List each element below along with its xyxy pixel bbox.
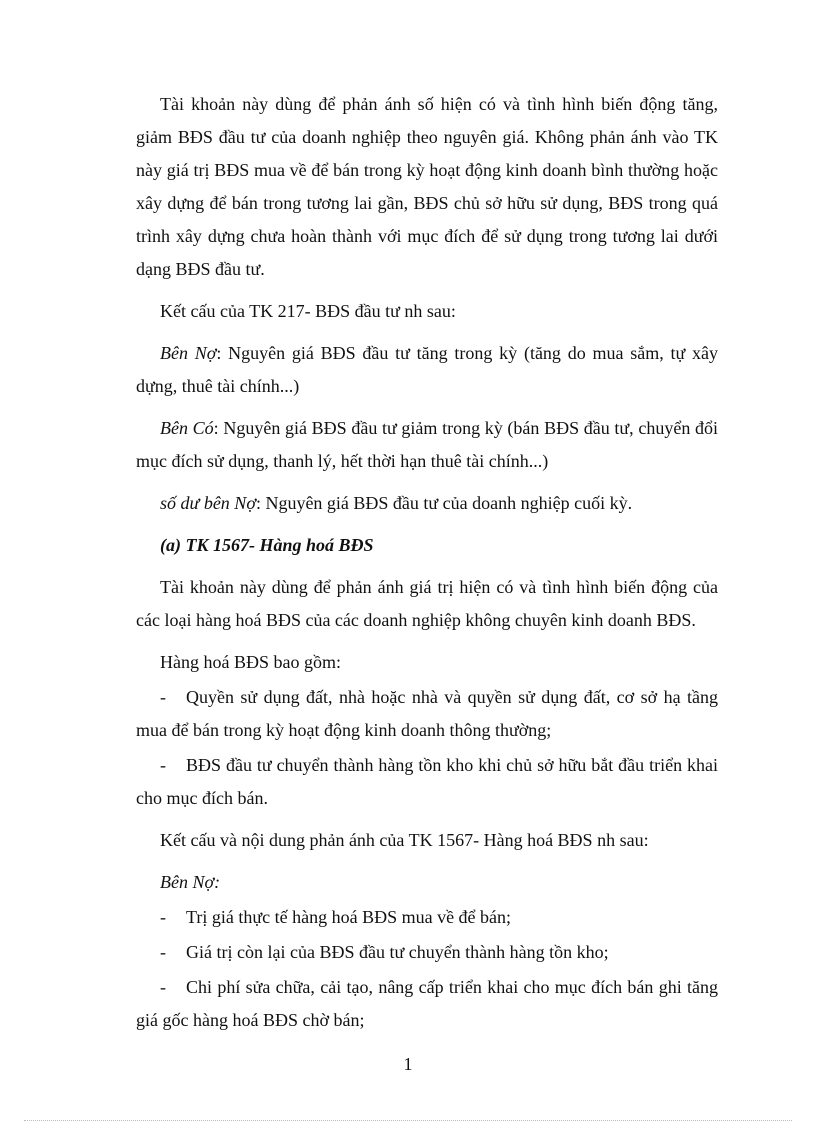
list-item-text: Trị giá thực tế hàng hoá BĐS mua về để bán; xyxy=(186,907,512,927)
paragraph-1567-intro: Tài khoản này dùng để phản ánh giá trị hiện có và tình hình biến động của các loại hàng hoá BĐS của các doanh nghiệp không chuyên kinh doanh BĐS. xyxy=(136,577,718,630)
page-border-divider xyxy=(24,1120,792,1121)
dash-marker: - xyxy=(160,942,166,962)
text-ben-no: : Nguyên giá BĐS đầu tư tăng trong kỳ (tăng do mua sắm, tự xây dựng, thuê tài chính...) xyxy=(136,343,718,396)
list-item-text: Quyền sử dụng đất, nhà hoặc nhà và quyền sử dụng đất, cơ sở hạ tầng mua để bán trong kỳ hoạt động kinh doanh thông thường; xyxy=(136,687,718,740)
list-item-text: Giá trị còn lại của BĐS đầu tư chuyển thành hàng tồn kho; xyxy=(186,942,609,962)
list-item xyxy=(136,971,718,1037)
dash-marker: - xyxy=(160,755,166,775)
paragraph-structure-1567: Kết cấu và nội dung phản ánh của TK 1567- Hàng hoá BĐS nh sau: xyxy=(160,830,649,850)
paragraph-ben-no xyxy=(136,337,718,403)
label-ben-co: Bên Có xyxy=(160,418,214,438)
list-item xyxy=(136,749,718,815)
paragraph-so-du xyxy=(136,487,718,520)
paragraph-intro: Tài khoản này dùng để phản ánh số hiện có và tình hình biến động tăng, giảm BĐS đầu tư của doanh nghiệp theo nguyên giá. Không phản ánh vào TK này giá trị BĐS mua về để bán trong kỳ hoạt động kinh doanh bình thường hoặc xây dựng để bán trong tương lai gần, BĐS chủ sở hữu sử dụng, BĐS trong quá trình xây dựng chưa hoàn thành với mục đích để sử dụng trong tương lai dưới dạng BĐS đầu tư. xyxy=(136,94,718,279)
label-ben-no: Bên Nợ xyxy=(160,343,217,363)
list-item xyxy=(136,681,718,747)
page-body xyxy=(136,88,718,1039)
section-heading: (a) TK 1567- Hàng hoá BĐS xyxy=(160,535,374,555)
list-item-text: Chi phí sửa chữa, cải tạo, nâng cấp triển khai cho mục đích bán ghi tăng giá gốc hàng hoá BĐS chờ bán; xyxy=(136,977,718,1030)
label-so-du: số dư bên Nợ xyxy=(160,493,256,513)
list-item xyxy=(136,901,718,934)
list-item-text: BĐS đầu tư chuyển thành hàng tồn kho khi chủ sở hữu bắt đầu triển khai cho mục đích bán. xyxy=(136,755,718,808)
dash-marker: - xyxy=(160,687,166,707)
page-number: 1 xyxy=(403,1054,413,1074)
dash-marker: - xyxy=(160,907,166,927)
text-so-du: : Nguyên giá BĐS đầu tư của doanh nghiệp cuối kỳ. xyxy=(255,493,633,513)
dash-marker: - xyxy=(160,977,166,997)
list-item xyxy=(136,936,718,969)
paragraph-ben-no-2: Bên Nợ: xyxy=(160,872,221,892)
paragraph-goods-include: Hàng hoá BĐS bao gồm: xyxy=(160,652,341,672)
text-ben-co: : Nguyên giá BĐS đầu tư giảm trong kỳ (bán BĐS đầu tư, chuyển đổi mục đích sử dụng, thanh lý, hết thời hạn thuê tài chính...) xyxy=(136,418,719,471)
paragraph-ben-co xyxy=(136,412,718,478)
paragraph-structure-217: Kết cấu của TK 217- BĐS đầu tư nh sau: xyxy=(160,301,456,321)
